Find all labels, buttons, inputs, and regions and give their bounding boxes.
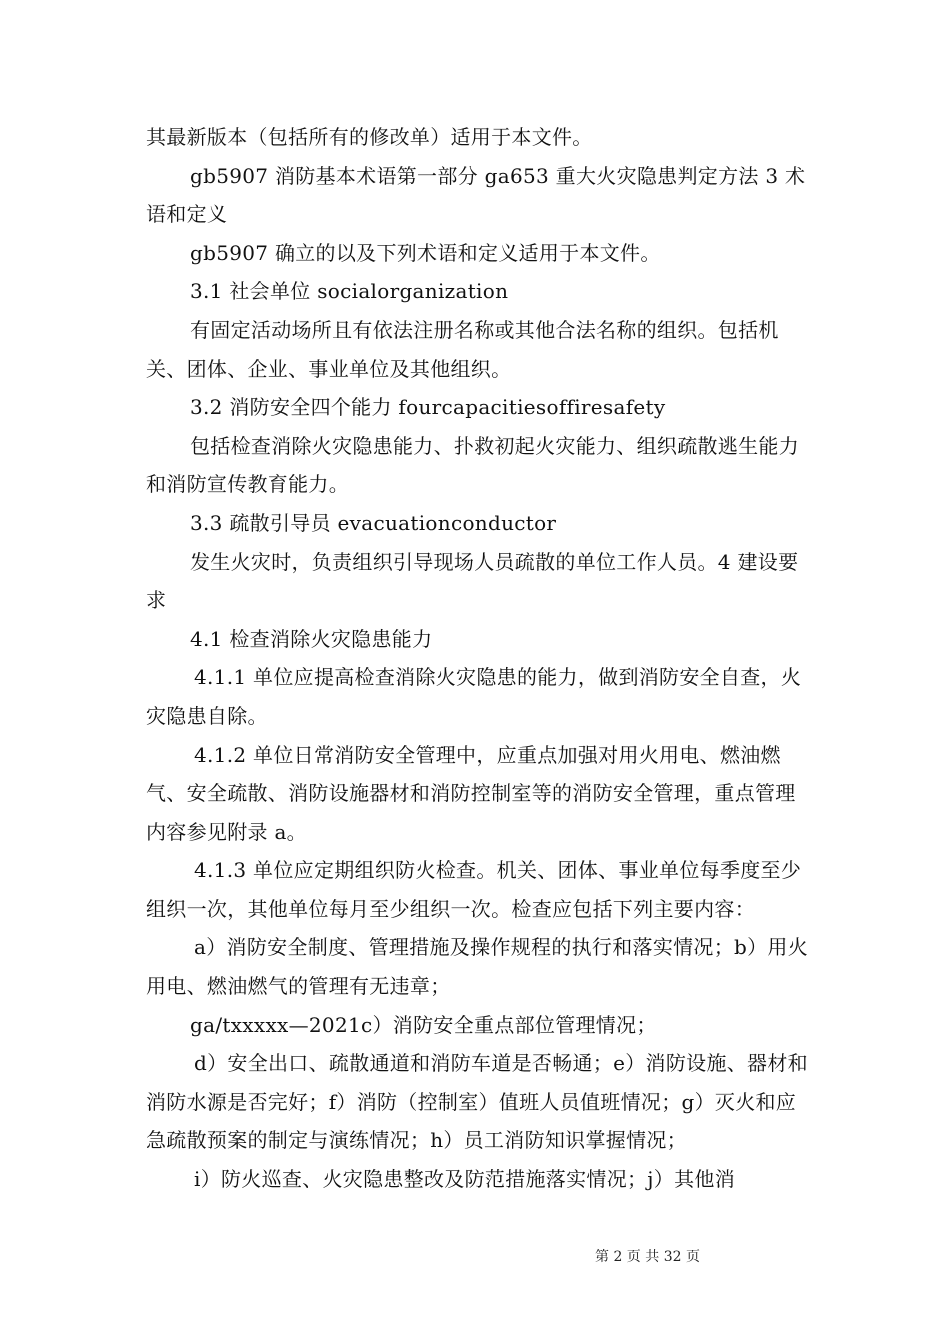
paragraph-11: 4.1.1 单位应提高检查消除火灾隐患的能力，做到消防安全自查，火灾隐患自除。 — [146, 665, 802, 728]
paragraph-14: a）消防安全制度、管理措施及操作规程的执行和落实情况；b）用火用电、燃油燃气的管理有无违章； — [146, 935, 809, 999]
paragraph-4: 3.1 社会单位 socialorganization — [190, 279, 509, 304]
paragraph-1: 其最新版本（包括所有的修改单）适用于本文件。 — [146, 125, 593, 149]
paragraph-10: 4.1 检查消除火灾隐患能力 — [190, 626, 433, 651]
paragraph-7: 包括检查消除火灾隐患能力、扑救初起火灾能力、组织疏散逃生能力和消防宣传教育能力。 — [146, 433, 799, 497]
paragraph-3: gb5907 确立的以及下列术语和定义适用于本文件。 — [190, 240, 661, 265]
paragraph-15: ga/txxxxx—2021c）消防安全重点部位管理情况； — [190, 1012, 657, 1037]
paragraph-12: 4.1.2 单位日常消防安全管理中，应重点加强对用火用电、燃油燃气、安全疏散、消防设施器材和消防控制室等的消防安全管理，重点管理内容参见附录 a。 — [146, 742, 796, 844]
paragraph-17: i）防火巡查、火灾隐患整改及防范措施落实情况；j）其他消 — [194, 1167, 735, 1192]
paragraph-13: 4.1.3 单位应定期组织防火检查。机关、团体、事业单位每季度至少组织一次，其他单位每月至少组织一次。检查应包括下列主要内容： — [146, 858, 802, 921]
paragraph-9: 发生火灾时，负责组织引导现场人员疏散的单位工作人员。4 建设要求 — [146, 549, 799, 613]
paragraph-6: 3.2 消防安全四个能力 fourcapacitiesoffiresafety — [190, 395, 666, 420]
paragraph-8: 3.3 疏散引导员 evacuationconductor — [190, 510, 557, 535]
page-footer — [0, 1246, 950, 1266]
paragraph-5: 有固定活动场所且有依法注册名称或其他合法名称的组织。包括机关、团体、企业、事业单位及其他组织。 — [146, 317, 779, 381]
document-body — [146, 118, 810, 1199]
paragraph-2: gb5907 消防基本术语第一部分 ga653 重大火灾隐患判定方法 3 术语和定义 — [146, 163, 806, 227]
paragraph-16: d）安全出口、疏散通道和消防车道是否畅通；e）消防设施、器材和消防水源是否完好；f）消防（控制室）值班人员值班情况；g）灭火和应急疏散预案的制定与演练情况；h）员工消防知识掌握情况； — [146, 1051, 808, 1153]
page-number: 第 2 页 共 32 页 — [595, 1249, 700, 1265]
